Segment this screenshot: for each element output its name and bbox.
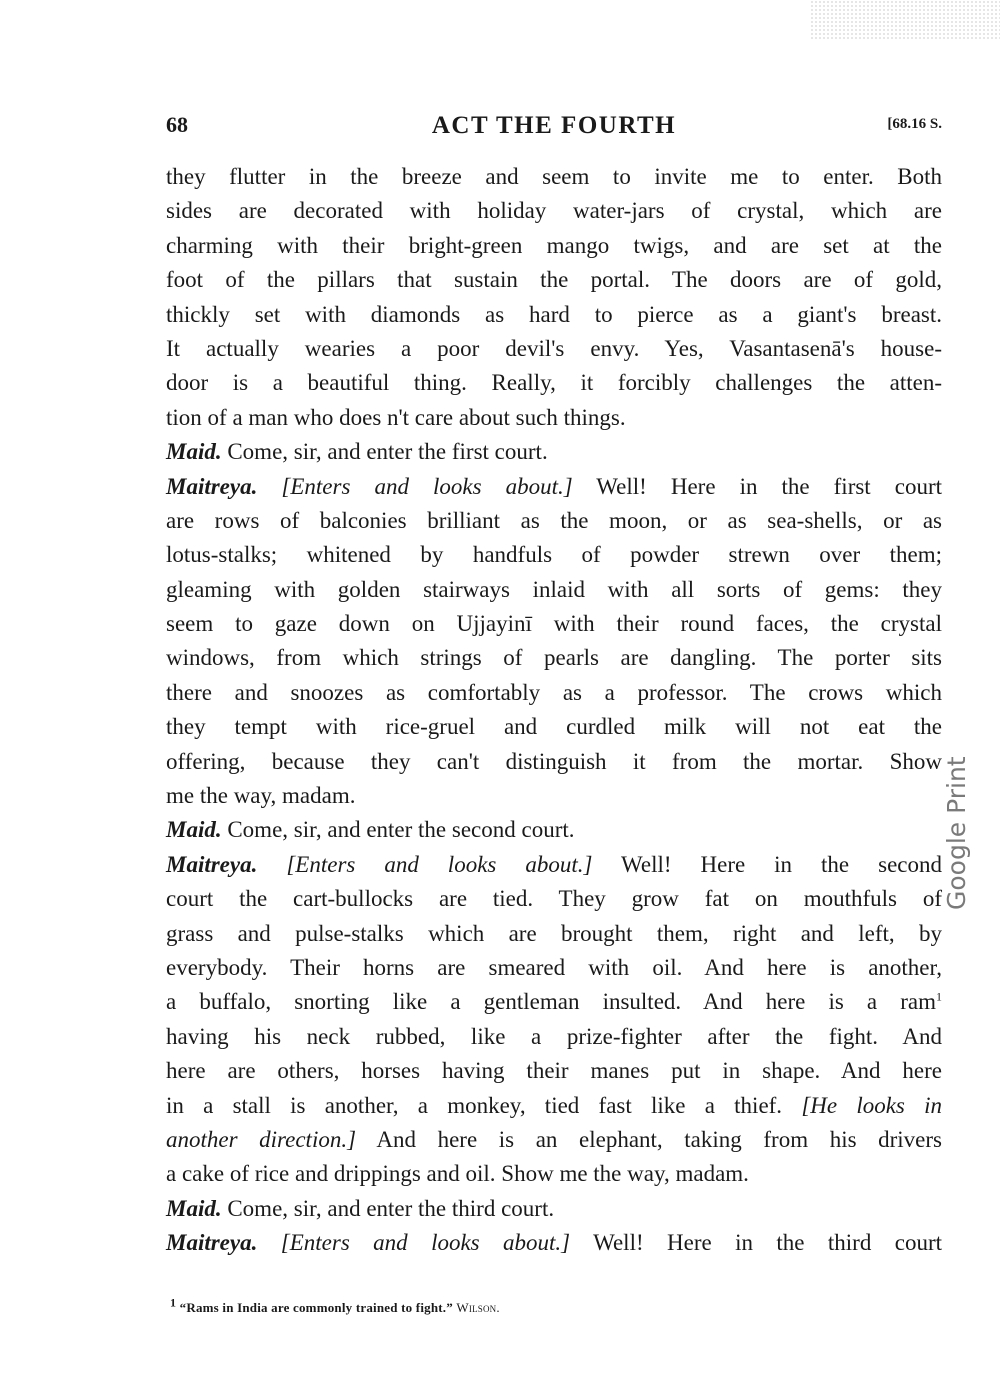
speech-maid-3 [166,1192,942,1226]
speech-text: Come, sir, and enter the third court. [221,1195,555,1221]
speaker-name: Maid. [166,817,222,843]
text-line [166,1123,942,1157]
text-line: offering, because they can't distinguish it from the mortar. Show [166,748,942,774]
text-line: are rows of balconies brilliant as the moon, or as sea-shells, or as [166,507,942,533]
speech-text: Well! Here in the third court [570,1230,943,1256]
speech-text: Well! Here in the first court [572,473,942,499]
line-text: a buffalo, snorting like a gentleman insulted. And here is a ram [166,989,936,1015]
text-line: charming with their bright-green mango twigs, and are set at the [166,232,942,258]
speech-maid-2 [166,813,942,847]
running-title: ACT THE FOURTH [431,112,677,139]
stage-direction: [He looks in [801,1092,943,1118]
footnote-mark: 1 [170,1295,177,1310]
text-line: they tempt with rice-gruel and curdled milk will not eat the [166,714,942,740]
speaker-name: Maitreya. [166,851,258,877]
text-line: grass and pulse-stalks which are brought them, right and left, by [166,920,942,946]
text-line: court the cart-bullocks are tied. They grow fat on mouthfuls of [166,886,942,912]
speaker-name: Maid. [166,439,222,465]
text-line [166,985,942,1019]
scan-noise [810,0,1000,40]
text-line: thickly set with diamonds as hard to pierce as a giant's breast. [166,301,942,327]
footnote-author: Wilson. [456,1300,500,1315]
text-line: door is a beautiful thing. Really, it forcibly challenges the atten- [166,370,942,396]
footnote-text: “Rams in India are commonly trained to fight.” [176,1300,457,1315]
line-text: in a stall is another, a monkey, tied fast like a thief. [166,1092,802,1118]
speaker-name: Maitreya. [166,473,258,499]
google-print-watermark: Google Print [942,756,971,910]
stage-direction: [Enters and looks about.] [286,851,593,877]
speech-maitreya-1 [166,470,942,504]
speech-maitreya-2 [166,848,942,882]
speech-maitreya-3 [166,1226,942,1260]
text-line: me the way, madam. [166,783,356,809]
page-number: 68 [166,112,188,137]
stage-direction: [Enters and looks about.] [280,1230,571,1256]
text-line: they flutter in the breeze and seem to invite me to enter. Both [166,164,942,189]
text-line: there and snoozes as comfortably as a professor. The crows which [166,679,942,705]
text-line: windows, from which strings of pearls are dangling. The porter sits [166,645,942,671]
speech-text: Come, sir, and enter the first court. [221,439,548,465]
body-text [166,160,942,1261]
text-line: here are others, horses having their manes put in shape. And here [166,1058,942,1084]
text-line: seem to gaze down on Ujjayinī with their round faces, the crystal [166,611,942,637]
text-line: everybody. Their horns are smeared with oil. And here is another, [166,954,942,980]
text-line: gleaming with golden stairways inlaid with all sorts of gems: they [166,576,942,602]
text-line: It actually wearies a poor devil's envy. Yes, Vasantasenā's house- [166,335,942,361]
speech-maid-1 [166,435,942,469]
text-line: foot of the pillars that sustain the portal. The doors are of gold, [166,267,942,293]
text-line: sides are decorated with holiday water-jars of crystal, which are [166,198,942,224]
stage-direction: [Enters and looks about.] [281,473,573,499]
line-text: And here is an elephant, taking from his drivers [356,1126,943,1152]
page-header [166,112,942,144]
stage-direction: another direction.] [166,1126,357,1152]
footnote-mark: 1 [936,989,942,1004]
footnote [170,1295,500,1316]
text-line: a cake of rice and drippings and oil. Show me the way, madam. [166,1161,749,1187]
speaker-name: Maid. [166,1195,222,1221]
text-line: lotus-stalks; whitened by handfuls of powder strewn over them; [166,542,942,568]
speech-text: Well! Here in the second [592,851,942,877]
section-reference: [68.16 S. [887,116,942,132]
speaker-name: Maitreya. [166,1230,258,1256]
text-line: having his neck rubbed, like a prize-fighter after the fight. And [166,1023,942,1049]
text-line [166,1089,942,1123]
text-line: tion of a man who does n't care about such things. [166,404,626,430]
speech-text: Come, sir, and enter the second court. [221,817,575,843]
